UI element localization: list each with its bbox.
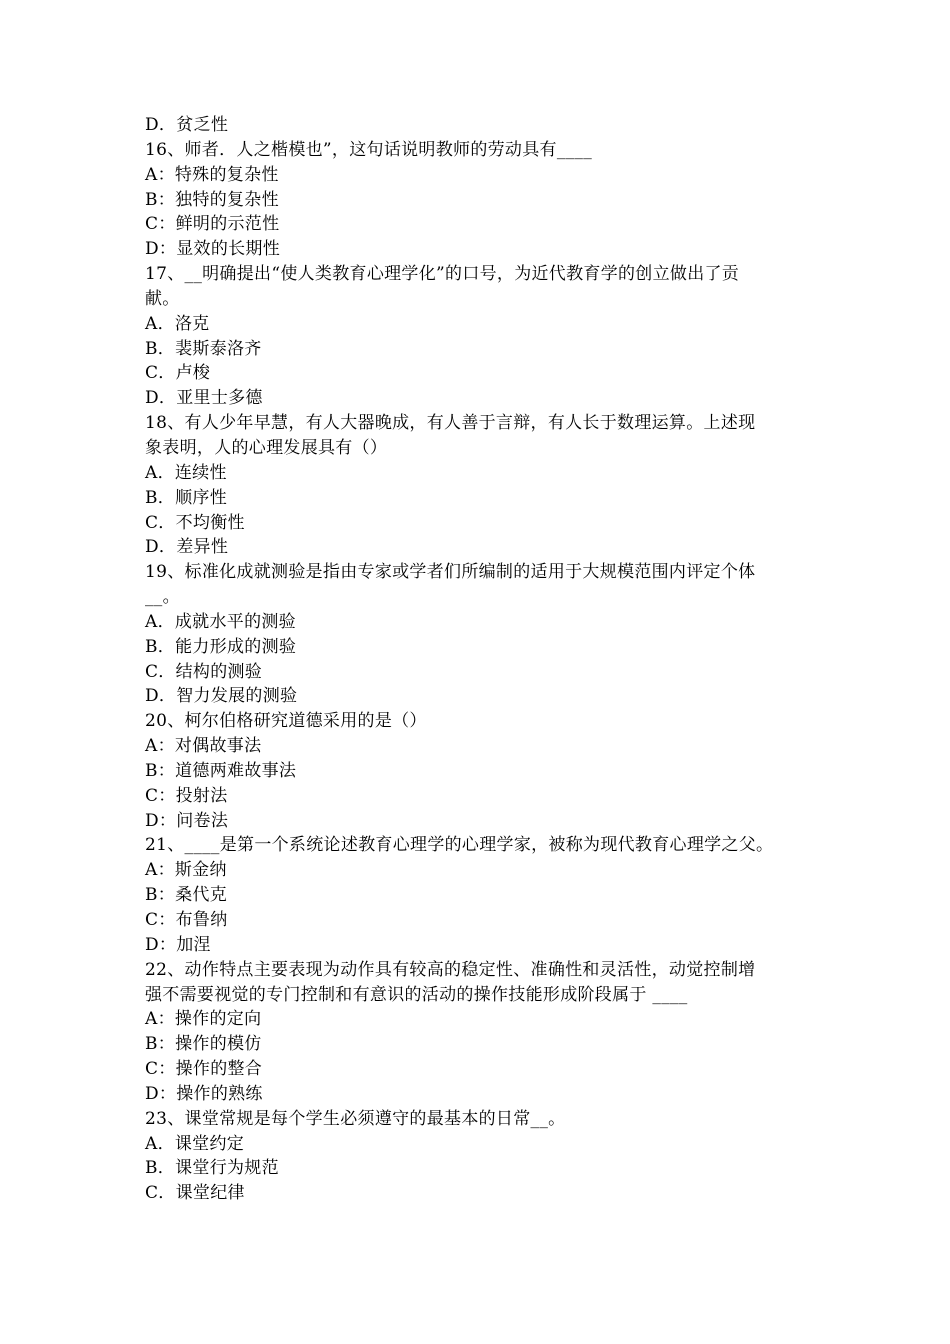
question-line: 强不需要视觉的专门控制和有意识的活动的操作技能形成阶段属于 ____ [145,984,688,1005]
option-line: B．顺序性 [145,487,227,508]
option-line: B．裴斯泰洛齐 [145,338,262,359]
option-line: B．能力形成的测验 [145,636,297,657]
option-line: A．成就水平的测验 [145,611,296,632]
option-line: D：问卷法 [145,810,229,831]
option-line: B：桑代克 [145,885,227,906]
question-line: 22、动作特点主要表现为动作具有较高的稳定性、准确性和灵活性，动觉控制增 [145,959,756,980]
option-line: B：操作的模仿 [145,1034,262,1055]
option-line: A：操作的定向 [145,1009,262,1030]
option-line: C．课堂纪律 [145,1183,245,1204]
option-line: C．不均衡性 [145,512,245,533]
option-line: B：独特的复杂性 [145,189,279,210]
question-line: 23、课堂常规是每个学生必须遵守的最基本的日常__。 [145,1108,566,1129]
option-line: C：投射法 [145,785,228,806]
question-line: __。 [145,587,180,608]
option-line: D．亚里士多德 [145,388,263,409]
option-line: C．卢梭 [145,363,211,384]
option-line: A：对偶故事法 [145,736,262,757]
option-line: C：布鲁纳 [145,910,228,930]
option-line: A．连续性 [145,462,227,483]
option-line: A：斯金纳 [145,860,227,881]
question-line: 18、有人少年早慧，有人大器晚成，有人善于言辩，有人长于数理运算。上述现 [145,413,756,434]
option-line: B：道德两难故事法 [145,760,297,781]
option-line: C：鲜明的示范性 [145,214,280,235]
text-line: D．贫乏性 [145,115,229,135]
option-line: D．差异性 [145,537,229,558]
question-line: 21、____是第一个系统论述教育心理学的心理学家，被称为现代教育心理学之父。 [145,835,774,856]
option-line: C．结构的测验 [145,661,263,682]
option-line: C：操作的整合 [145,1059,263,1080]
question-line: 16、师者．人之楷模也”，这句话说明教师的劳动具有____ [145,139,593,160]
question-line: 17、__明确提出“使人类教育心理学化”的口号，为近代教育学的创立做出了贡 [145,264,740,285]
document-page [145,113,811,1206]
option-line: D：操作的熟练 [145,1083,263,1104]
option-line: D：加涅 [145,934,211,955]
option-line: A．洛克 [145,313,210,334]
option-line: D：显效的长期性 [145,239,281,260]
question-line: 献。 [145,288,180,309]
option-line: A：特殊的复杂性 [145,164,279,185]
question-line: 19、标准化成就测验是指由专家或学者们所编制的适用于大规模范围内评定个体 [145,562,756,583]
option-line: D．智力发展的测验 [145,686,298,707]
question-line: 象表明，人的心理发展具有（） [145,437,388,458]
question-line: 20、柯尔伯格研究道德采用的是（） [145,711,427,732]
option-line: A．课堂约定 [145,1133,245,1154]
option-line: B．课堂行为规范 [145,1158,279,1179]
